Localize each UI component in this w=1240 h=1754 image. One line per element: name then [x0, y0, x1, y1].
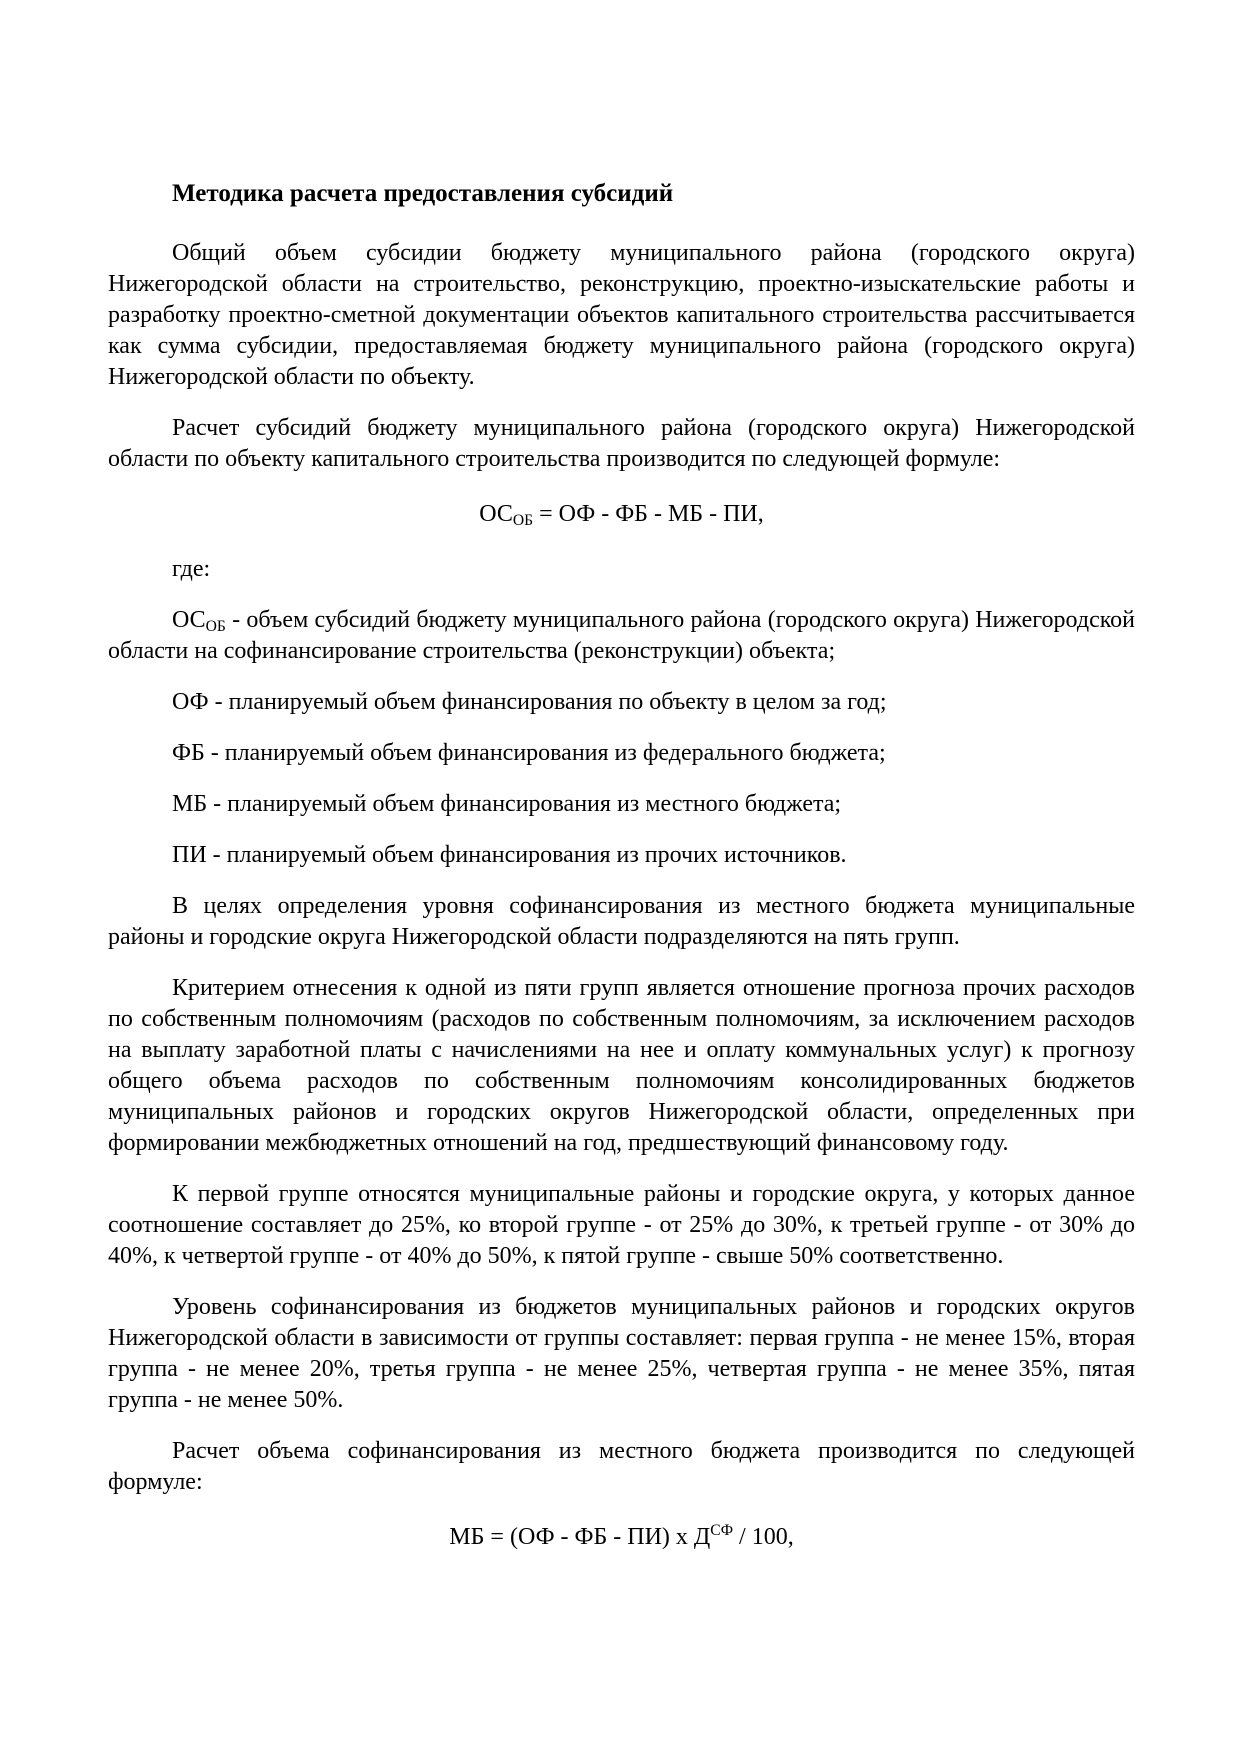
definition-fb: ФБ - планируемый объем финансирования из федерального бюджета; — [172, 740, 886, 766]
paragraph-group-ranges: К первой группе относятся муниципальные районы и городские округа, у которых данное соотношение составляет до 25%, ко второй группе - от 25% до 30%, к третьей группе - от 30% до 40%, к четвертой группе - от 40% до 50%, к пятой группе - свыше 50% соответственно. — [108, 1181, 1135, 1269]
where-label: где: — [172, 556, 211, 582]
definition-mb: МБ - планируемый объем финансирования из местного бюджета; — [172, 791, 842, 817]
paragraph-formula1-intro: Расчет субсидий бюджету муниципального района (городского округа) Нижегородской области по объекту капитального строительства производится по следующей формуле: — [108, 415, 1135, 472]
definition-os-ob-subscript: ОБ — [205, 618, 226, 636]
formula-mb — [108, 1522, 1135, 1553]
paragraph-formula2-intro: Расчет объема софинансирования из местного бюджета производится по следующей формуле: — [108, 1438, 1135, 1495]
definition-of: ОФ - планируемый объем финансирования по объекту в целом за год; — [172, 689, 887, 715]
formula2-head: МБ = (ОФ - ФБ - ПИ) х Д — [449, 1524, 711, 1550]
definition-os-ob-tail: - объем субсидий бюджету муниципального района (городского округа) Нижегородской области на софинансирование строительства (реконструкции) объекта; — [108, 607, 1135, 664]
paragraph-cofinancing-levels: Уровень софинансирования из бюджетов муниципальных районов и городских округов Нижегородской области в зависимости от группы составляет: первая группа - не менее 15%, вторая группа - не менее 20%, третья группа - не менее 25%, четвертая группа - не менее 35%, пятая группа - не менее 50%. — [108, 1294, 1135, 1413]
formula1-base: ОС — [479, 501, 513, 527]
paragraph-general-volume: Общий объем субсидии бюджету муниципального района (городского округа) Нижегородской области на строительство, реконструкцию, проектно-изыскательские работы и разработку проектно-сметной документации объектов капитального строительства рассчитывается как сумма субсидии, предоставляемая бюджету муниципального района (городского округа) Нижегородской области по объекту. — [108, 240, 1135, 390]
document-title: Методика расчета предоставления субсидий — [172, 180, 674, 207]
definition-os-ob — [108, 605, 1135, 667]
formula1-subscript: ОБ — [512, 512, 534, 530]
paragraph-five-groups: В целях определения уровня софинансирования из местного бюджета муниципальные районы и городские округа Нижегородской области подразделяются на пять групп. — [108, 893, 1135, 950]
formula-os-ob — [108, 499, 1135, 530]
paragraph-criterion: Критерием отнесения к одной из пяти групп является отношение прогноза прочих расходов по собственным полномочиям (расходов по собственным полномочиям, за исключением расходов на выплату заработной платы с начислениями на нее и оплату коммунальных услуг) к прогнозу общего объема расходов по собственным полномочиям консолидированных бюджетов муниципальных районов и городских округов Нижегородской области, определенных при формировании межбюджетных отношений на год, предшествующий финансовому году. — [108, 975, 1135, 1156]
definition-os-ob-base: ОС — [172, 607, 206, 633]
formula2-superscript: СФ — [710, 1522, 734, 1540]
formula2-tail: / 100, — [733, 1524, 794, 1550]
definition-pi: ПИ - планируемый объем финансирования из прочих источников. — [172, 842, 847, 868]
formula1-tail: = ОФ - ФБ - МБ - ПИ, — [533, 501, 764, 527]
